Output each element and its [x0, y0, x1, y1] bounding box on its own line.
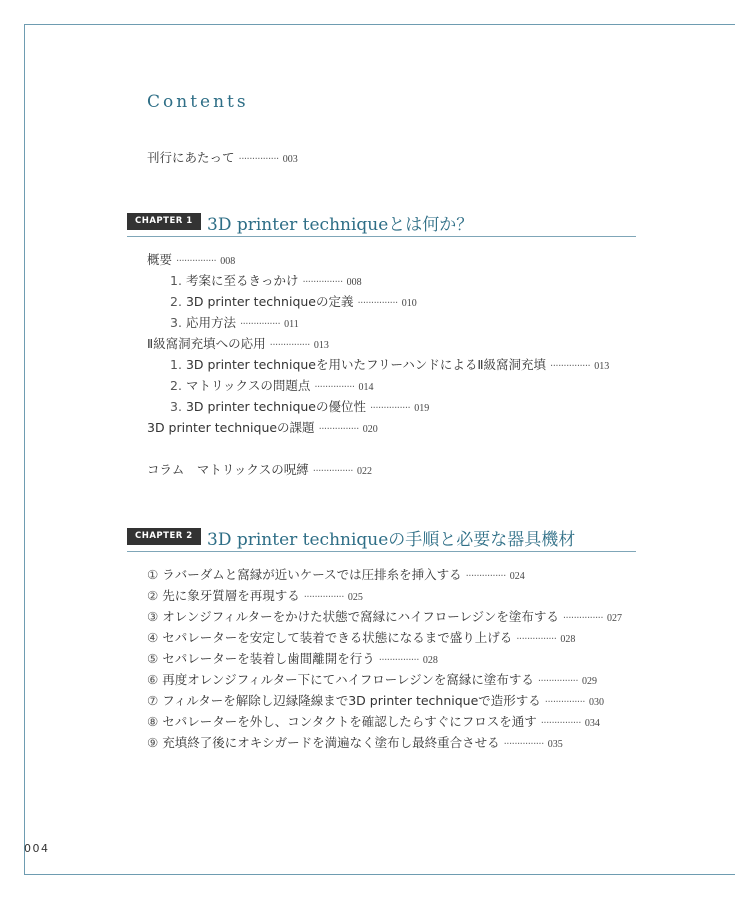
entry-page: 034: [584, 718, 600, 729]
entry-label: フィルターを解除し辺縁隆線まで3D printer techniqueで造形する: [162, 693, 541, 708]
leader-dots: ···············: [378, 655, 419, 666]
entry-page: 024: [509, 571, 525, 582]
toc-entry[interactable]: [147, 714, 600, 732]
leader-dots: ···············: [540, 718, 581, 729]
entry-label: セパレーターを装着し歯間離開を行う: [162, 651, 375, 666]
leader-dots: ···············: [465, 571, 506, 582]
toc-entry[interactable]: [147, 609, 622, 627]
entry-number: ①: [147, 567, 159, 582]
entry-number: 1.: [170, 357, 182, 372]
entry-number: ⑧: [147, 714, 159, 729]
leader-dots: ···············: [357, 298, 398, 309]
entry-number: 3.: [170, 399, 182, 414]
toc-entry[interactable]: [147, 252, 235, 270]
leader-dots: ···············: [550, 361, 591, 372]
toc-entry[interactable]: [147, 336, 329, 354]
leader-dots: ···············: [269, 340, 310, 351]
entry-number: ④: [147, 630, 159, 645]
entry-label: コラム マトリックスの呪縛: [147, 462, 309, 477]
entry-label: 3D printer techniqueの定義: [185, 294, 354, 309]
toc-entry[interactable]: [170, 378, 374, 396]
toc-entry[interactable]: [147, 567, 525, 585]
entry-label: ラバーダムと窩縁が近いケースでは圧排糸を挿入する: [162, 567, 462, 582]
chapter-1-badge: CHAPTER 1: [127, 213, 201, 230]
entry-page: 008: [220, 256, 236, 267]
entry-label: 応用方法: [185, 315, 236, 330]
entry-page: 022: [356, 466, 372, 477]
leader-dots: ···············: [239, 319, 281, 330]
entry-number: ⑥: [147, 672, 159, 687]
toc-entry[interactable]: [147, 420, 378, 438]
entry-label: 3D printer techniqueの課題: [147, 420, 315, 435]
entry-number: 2.: [170, 378, 182, 393]
toc-entry[interactable]: [170, 273, 362, 291]
entry-page: 014: [358, 382, 374, 393]
toc-entry[interactable]: [147, 693, 604, 711]
entry-label: 3D printer techniqueの優位性: [185, 399, 366, 414]
leader-dots: ···············: [314, 382, 355, 393]
entry-page: 019: [414, 403, 430, 414]
entry-page: 003: [282, 154, 298, 165]
leader-dots: ···············: [544, 697, 585, 708]
entry-page: 027: [607, 613, 623, 624]
entry-label: Ⅱ級窩洞充填への応用: [147, 336, 266, 351]
entry-number: 1.: [170, 273, 182, 288]
entry-label: 再度オレンジフィルター下にてハイフローレジンを窩縁に塗布する: [162, 672, 534, 687]
toc-entry[interactable]: [147, 651, 438, 669]
entry-label: 充填終了後にオキシガードを満遍なく塗布し最終重合させる: [162, 735, 500, 750]
entry-label: セパレーターを外し、コンタクトを確認したらすぐにフロスを通す: [162, 714, 537, 729]
entry-number: ⑤: [147, 651, 159, 666]
entry-page: 028: [422, 655, 438, 666]
leader-dots: ···············: [516, 634, 557, 645]
entry-page: 010: [401, 298, 417, 309]
entry-label: 概要: [147, 252, 173, 267]
entry-number: 3.: [170, 315, 182, 330]
contents-title: Contents: [147, 92, 249, 112]
toc-entry[interactable]: [170, 294, 417, 312]
toc-entry[interactable]: [147, 735, 563, 753]
toc-entry[interactable]: [147, 672, 597, 690]
entry-label: 3D printer techniqueを用いたフリーハンドによるⅡ級窩洞充填: [185, 357, 547, 372]
entry-label: オレンジフィルターをかけた状態で窩縁にハイフローレジンを塗布する: [162, 609, 559, 624]
chapter-1-header: [127, 210, 636, 237]
leader-dots: ···············: [503, 739, 544, 750]
entry-number: 2.: [170, 294, 182, 309]
entry-label: 考案に至るきっかけ: [185, 273, 299, 288]
entry-label: マトリックスの問題点: [185, 378, 311, 393]
entry-page: 013: [313, 340, 329, 351]
toc-entry[interactable]: [147, 630, 575, 648]
entry-page: 028: [560, 634, 576, 645]
page-number: 004: [24, 842, 50, 855]
entry-number: ③: [147, 609, 159, 624]
entry-page: 011: [284, 319, 299, 330]
toc-entry-preface[interactable]: [147, 150, 298, 168]
entry-page: 035: [547, 739, 563, 750]
entry-page: 013: [594, 361, 610, 372]
entry-page: 029: [582, 676, 598, 687]
leader-dots: ···············: [562, 613, 604, 624]
toc-entry[interactable]: [170, 315, 299, 333]
entry-number: ②: [147, 588, 159, 603]
toc-entry-column[interactable]: [147, 462, 372, 480]
leader-dots: ···············: [303, 592, 344, 603]
leader-dots: ···············: [238, 154, 279, 165]
entry-page: 008: [346, 277, 362, 288]
leader-dots: ···············: [370, 403, 411, 414]
leader-dots: ···············: [176, 256, 217, 267]
leader-dots: ···············: [537, 676, 579, 687]
toc-entry[interactable]: [147, 588, 363, 606]
leader-dots: ···············: [318, 424, 359, 435]
leader-dots: ···············: [302, 277, 343, 288]
entry-page: 030: [588, 697, 604, 708]
entry-label: 刊行にあたって: [147, 150, 235, 165]
leader-dots: ···············: [312, 466, 353, 477]
entry-number: ⑦: [147, 693, 159, 708]
entry-label: セパレーターを安定して装着できる状態になるまで盛り上げる: [162, 630, 513, 645]
entry-label: 先に象牙質層を再現する: [162, 588, 300, 603]
entry-page: 025: [347, 592, 363, 603]
entry-page: 020: [362, 424, 378, 435]
toc-entry[interactable]: [170, 399, 429, 417]
chapter-1-title: 3D printer techniqueとは何か？: [207, 215, 474, 235]
chapter-2-badge: CHAPTER 2: [127, 528, 201, 545]
toc-entry[interactable]: [170, 357, 609, 375]
entry-number: ⑨: [147, 735, 159, 750]
chapter-2-title: 3D printer techniqueの手順と必要な器具機材: [207, 530, 576, 550]
chapter-2-header: [127, 525, 636, 552]
